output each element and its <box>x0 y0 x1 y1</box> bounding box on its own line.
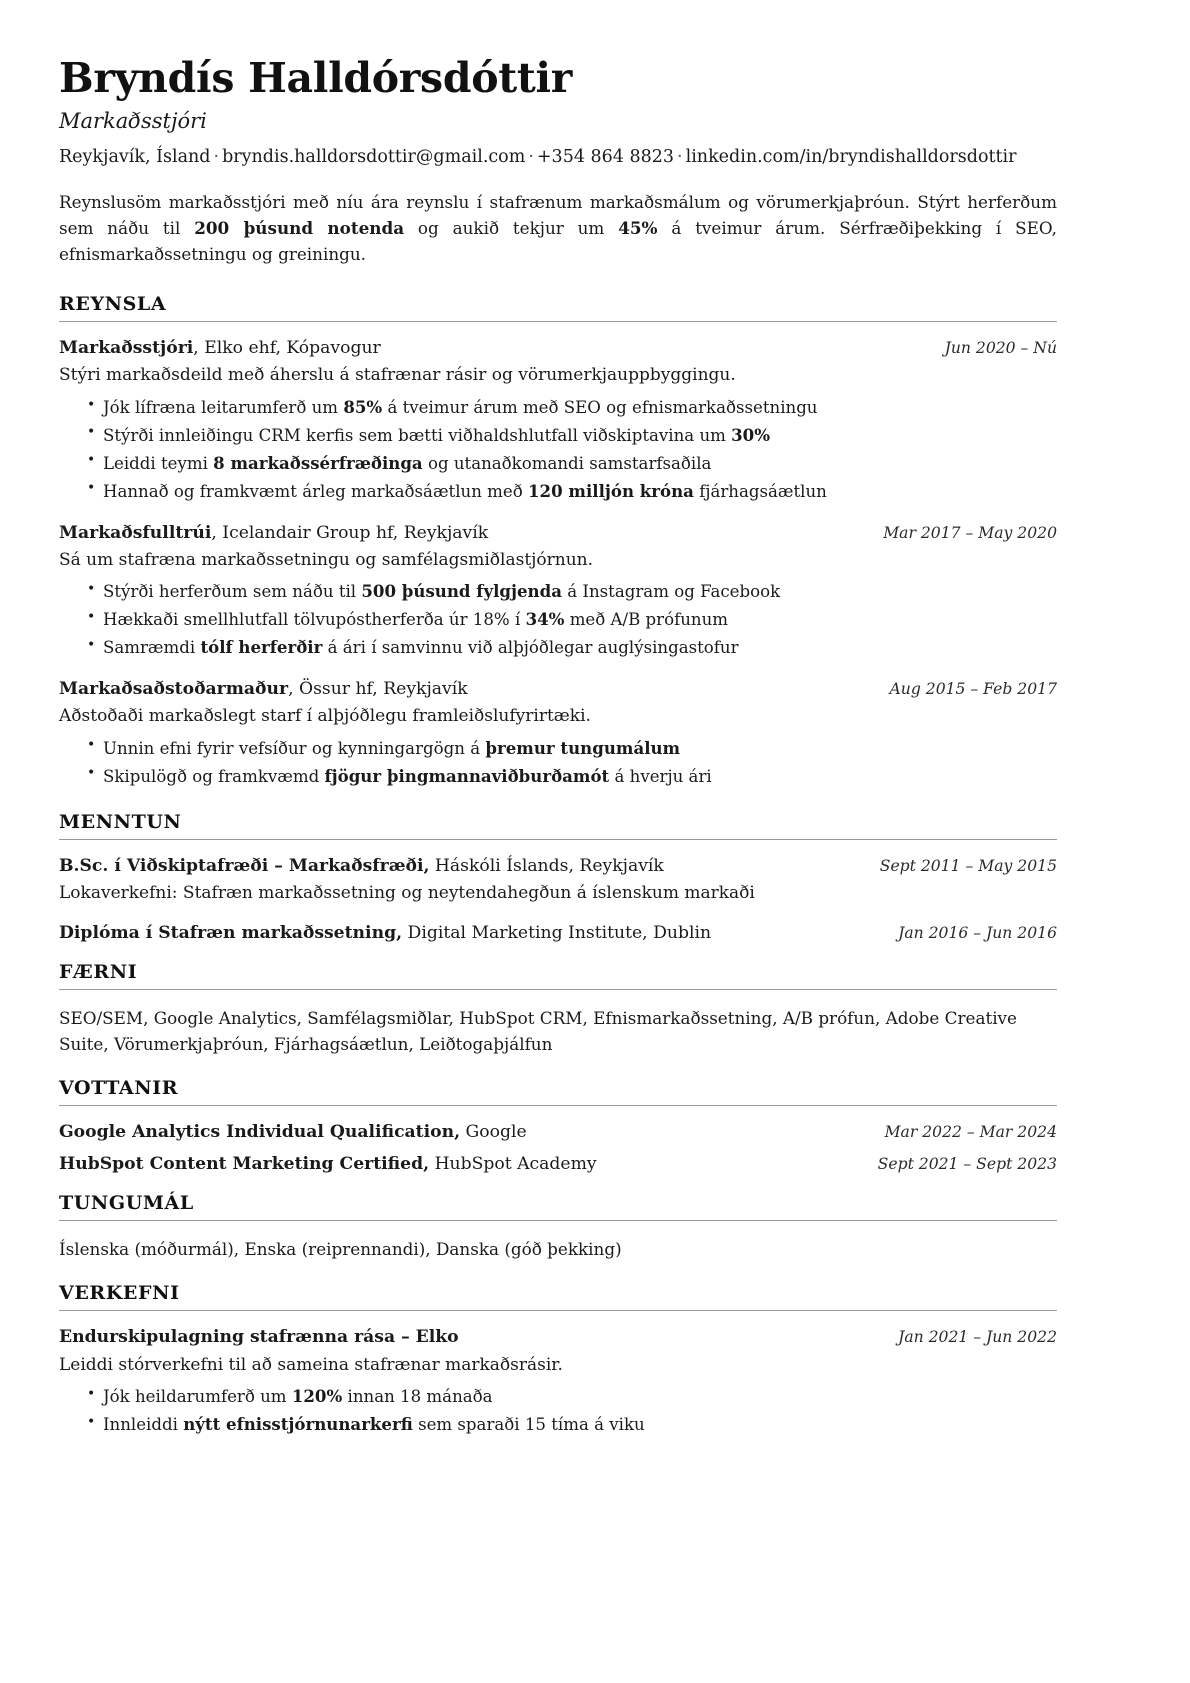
entry-title <box>59 522 865 545</box>
entry-date-range: Jun 2020 – Nú <box>944 339 1057 358</box>
section-title-education: MENNTUN <box>59 810 182 833</box>
entry-title <box>59 1121 867 1144</box>
emphasis-text: fjögur þingmannaviðburðamót <box>324 765 610 786</box>
section-projects <box>59 1282 1057 1439</box>
body-text: fjárhagsáætlun <box>693 481 827 501</box>
project-entries <box>59 1326 1057 1439</box>
body-text: Leiddi teymi <box>103 453 214 473</box>
entry-description: Aðstoðaði markaðslegt starf í alþjóðlegu framleiðslufyrirtæki. <box>59 706 591 727</box>
emphasis-text: 30% <box>731 424 770 445</box>
body-text: Reynslusöm markaðsstjóri með níu ára reynslu í stafrænum markaðsmálum og vörumerkjaþróun. Stýrt herferðum sem náðu til <box>59 192 1057 239</box>
achievement-list <box>59 394 1057 506</box>
contact-item: Reykjavík, Ísland <box>59 147 211 168</box>
body-text: á hverju ári <box>609 766 712 786</box>
section-divider <box>59 989 1057 990</box>
entry-date-range: Sept 2011 – May 2015 <box>879 856 1057 875</box>
entry-title <box>59 1326 880 1349</box>
list-item <box>87 1411 1057 1439</box>
contact-separator: · <box>677 147 683 168</box>
body-text: innan 18 mánaða <box>342 1387 493 1407</box>
emphasis-text: 500 þúsund fylgjenda <box>361 581 562 602</box>
resume-entry <box>59 678 1057 791</box>
entry-secondary-label: , Elko ehf, Kópavogur <box>193 338 381 359</box>
emphasis-text: 8 markaðssérfræðinga <box>213 452 423 473</box>
entry-description: Sá um stafræna markaðssetningu og samfélagsmiðlastjórnun. <box>59 549 594 570</box>
contact-item[interactable]: linkedin.com/in/bryndishalldorsdottir <box>685 147 1017 168</box>
achievement-list <box>59 735 1057 791</box>
body-text: sem sparaði 15 tíma á viku <box>412 1415 645 1435</box>
section-title-certifications: VOTTANIR <box>59 1076 179 1099</box>
contact-separator: · <box>213 147 220 168</box>
body-text: Samræmdi <box>103 638 201 658</box>
list-item <box>87 634 1057 662</box>
entry-primary-label: B.Sc. í Viðskiptafræði – Markaðsfræði, <box>59 855 430 876</box>
resume-entry <box>59 337 1057 505</box>
emphasis-text: nýtt efnisstjórnunarkerfi <box>183 1414 413 1435</box>
section-title-projects: VERKEFNI <box>59 1282 180 1305</box>
candidate-name: Bryndís Halldórsdóttir <box>59 54 573 102</box>
skills-text: SEO/SEM, Google Analytics, Samfélagsmiðlar, HubSpot CRM, Efnismarkaðssetning, A/B prófun, Adobe Creative Suite, Vörumerkjaþróun, Fjárhagsáætlun, Leiðtogaþjálfun <box>59 1007 1017 1054</box>
candidate-headline: Markaðsstjóri <box>59 109 207 134</box>
entry-secondary-label: Google <box>460 1121 527 1142</box>
entry-header <box>59 337 1057 360</box>
entry-description: Leiddi stórverkefni til að sameina stafrænar markaðsrásir. <box>59 1354 563 1375</box>
entry-title <box>59 1153 860 1176</box>
entry-secondary-label: , Össur hf, Reykjavík <box>288 679 468 700</box>
body-text: Stýrði herferðum sem náðu til <box>103 582 362 602</box>
emphasis-text: tólf herferðir <box>200 637 323 658</box>
certification-entry <box>59 1153 1057 1176</box>
body-text: og utanaðkomandi samstarfsaðila <box>422 453 712 473</box>
section-experience <box>59 293 1057 790</box>
resume-entry <box>59 522 1057 662</box>
entry-header <box>59 1326 1057 1349</box>
body-text: Stýrði innleiðingu CRM kerfis sem bætti viðhaldshlutfall viðskiptavina um <box>103 425 732 445</box>
section-languages <box>59 1192 1057 1262</box>
entry-header <box>59 1121 1057 1144</box>
emphasis-text: þremur tungumálum <box>485 737 681 758</box>
entry-title <box>59 678 872 701</box>
list-item <box>87 394 1057 422</box>
entry-primary-label: Markaðsaðstoðarmaður <box>59 679 289 700</box>
entry-header <box>59 522 1057 545</box>
experience-entries <box>59 337 1057 790</box>
list-item <box>87 1383 1057 1411</box>
entry-secondary-label: Háskóli Íslands, Reykjavík <box>429 855 664 876</box>
entry-primary-label: Markaðsstjóri <box>59 338 194 359</box>
resume-entry <box>59 922 1057 945</box>
entry-header <box>59 922 1057 945</box>
section-certifications <box>59 1077 1057 1176</box>
section-divider <box>59 1220 1057 1221</box>
body-text: Jók heildarumferð um <box>103 1387 292 1407</box>
body-text: með A/B prófunum <box>564 610 729 630</box>
section-divider <box>59 839 1057 840</box>
resume-entry <box>59 1326 1057 1439</box>
certification-entry <box>59 1121 1057 1144</box>
education-entries <box>59 855 1057 945</box>
entry-header <box>59 855 1057 878</box>
list-item <box>87 578 1057 606</box>
entry-primary-label: HubSpot Content Marketing Certified, <box>59 1154 430 1175</box>
professional-summary <box>59 189 1057 267</box>
entry-header <box>59 1153 1057 1176</box>
emphasis-text: 45% <box>618 218 658 239</box>
entry-title <box>59 922 880 945</box>
entry-date-range: Mar 2017 – May 2020 <box>883 523 1057 542</box>
entry-date-range: Jan 2016 – Jun 2016 <box>898 923 1057 942</box>
entry-primary-label: Markaðsfulltrúi <box>59 522 212 543</box>
languages-text: Íslenska (móðurmál), Enska (reiprennandi), Danska (góð þekking) <box>59 1239 622 1260</box>
section-title-experience: REYNSLA <box>59 293 167 316</box>
emphasis-text: 34% <box>525 609 565 630</box>
achievement-list <box>59 578 1057 662</box>
entry-secondary-label: Digital Marketing Institute, Dublin <box>402 922 712 943</box>
resume-header <box>59 56 1057 267</box>
list-item <box>87 450 1057 478</box>
entry-primary-label: Endurskipulagning stafrænna rása – Elko <box>59 1327 459 1348</box>
emphasis-text: 120 milljón króna <box>528 480 694 501</box>
contact-separator: · <box>528 147 534 168</box>
entry-primary-label: Google Analytics Individual Qualification, <box>59 1121 461 1142</box>
body-text: Innleiddi <box>103 1415 184 1435</box>
entry-date-range: Sept 2021 – Sept 2023 <box>877 1155 1057 1174</box>
list-item <box>87 763 1057 791</box>
emphasis-text: 120% <box>291 1386 343 1407</box>
body-text: Hannað og framkvæmt árleg markaðsáætlun með <box>103 481 528 501</box>
entry-description: Lokaverkefni: Stafræn markaðssetning og neytendahegðun á íslenskum markaði <box>59 882 755 903</box>
entry-secondary-label: HubSpot Academy <box>429 1154 597 1175</box>
section-divider <box>59 321 1057 322</box>
contact-item[interactable]: bryndis.halldorsdottir@gmail.com <box>222 147 526 168</box>
entry-secondary-label: , Icelandair Group hf, Reykjavík <box>211 522 489 543</box>
body-text: á tveimur árum. Sérfræðiþekking í SEO, efnismarkaðssetningu og greiningu. <box>59 218 1057 265</box>
entry-date-range: Mar 2022 – Mar 2024 <box>884 1122 1057 1141</box>
body-text: Skipulögð og framkvæmd <box>103 766 325 786</box>
section-title-languages: TUNGUMÁL <box>59 1192 194 1215</box>
body-text: á Instagram og Facebook <box>561 582 781 602</box>
body-text: á tveimur árum með SEO og efnismarkaðssetningu <box>382 398 818 418</box>
body-text: Unnin efni fyrir vefsíður og kynningargögn á <box>103 738 486 758</box>
entry-date-range: Aug 2015 – Feb 2017 <box>889 680 1057 699</box>
entry-title <box>59 337 927 360</box>
contact-line <box>59 146 1057 169</box>
contact-item: +354 864 8823 <box>536 147 675 168</box>
list-item <box>87 422 1057 450</box>
certification-entries <box>59 1121 1057 1176</box>
section-title-skills: FÆRNI <box>59 960 138 983</box>
emphasis-text: 200 þúsund notenda <box>194 218 405 239</box>
entry-title <box>59 855 862 878</box>
list-item <box>87 478 1057 506</box>
section-divider <box>59 1105 1057 1106</box>
entry-date-range: Jan 2021 – Jun 2022 <box>898 1328 1057 1347</box>
body-text: Jók lífræna leitarumferð um <box>103 398 344 418</box>
list-item <box>87 735 1057 763</box>
resume-entry <box>59 855 1057 906</box>
section-divider <box>59 1310 1057 1311</box>
entry-primary-label: Diplóma í Stafræn markaðssetning, <box>59 922 403 943</box>
body-text: á ári í samvinnu við alþjóðlegar auglýsingastofur <box>322 638 739 658</box>
body-text: og aukið tekjur um <box>404 218 619 239</box>
achievement-list <box>59 1383 1057 1439</box>
list-item <box>87 606 1057 634</box>
body-text: Hækkaði smellhlutfall tölvupóstherferða úr 18% í <box>103 610 526 630</box>
entry-header <box>59 678 1057 701</box>
entry-description: Stýri markaðsdeild með áherslu á stafrænar rásir og vörumerkjauppbyggingu. <box>59 365 736 386</box>
section-education <box>59 811 1057 945</box>
emphasis-text: 85% <box>343 397 383 418</box>
section-skills <box>59 961 1057 1057</box>
